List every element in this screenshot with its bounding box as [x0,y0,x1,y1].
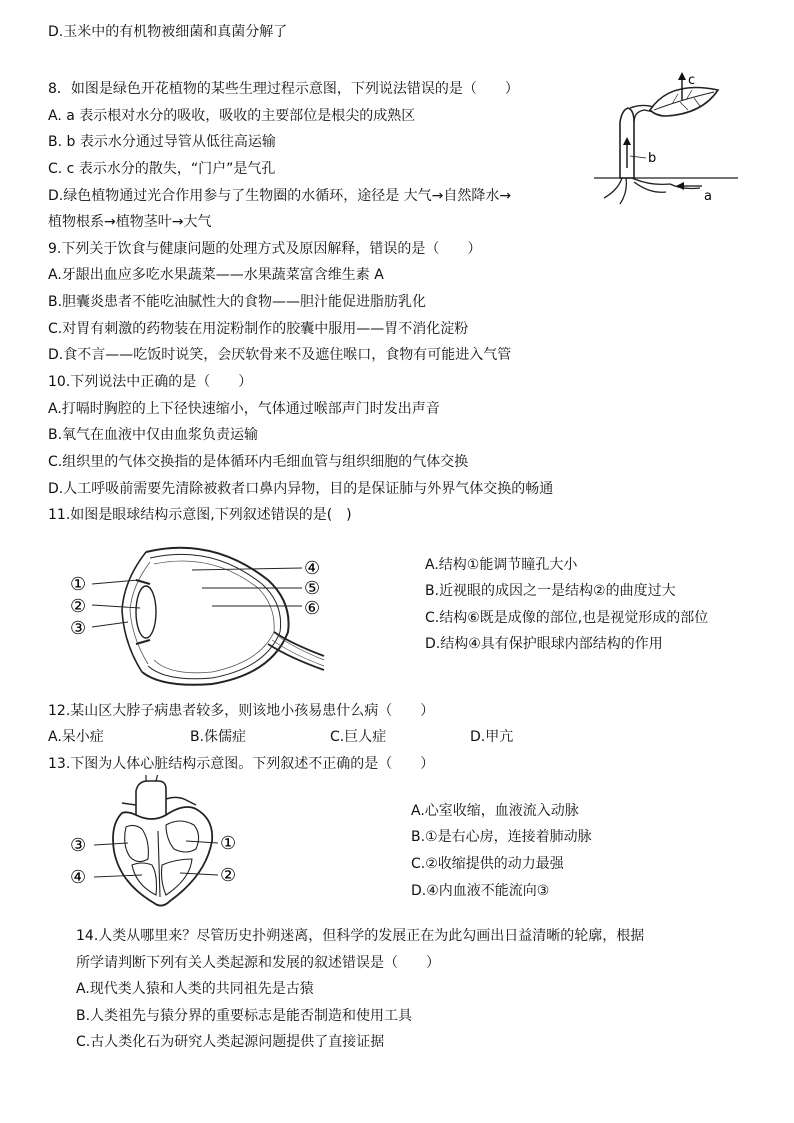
q12-option-b: B.侏儒症 [190,729,247,745]
q10-option-d: D.人工呼吸前需要先清除被救者口鼻内异物，目的是保证肺与外界气体交换的畅通 [48,481,554,497]
eye-label-3: ③ [70,618,87,639]
q12-option-a: A.呆小症 [48,729,104,745]
eye-label-5: ⑤ [304,578,321,599]
q10-option-a: A.打嗝时胸腔的上下径快速缩小，气体通过喉部声门时发出声音 [48,401,440,417]
q12-option-c: C.巨人症 [330,729,387,745]
q14-stem-cont: 所学请判断下列有关人类起源和发展的叙述错误是（ ） [76,955,440,971]
q11-option-d: D.结构④具有保护眼球内部结构的作用 [425,636,663,652]
q11-option-b: B.近视眼的成因之一是结构②的曲度过大 [425,583,676,599]
q14-stem: 14.人类从哪里来？尽管历史扑朔迷离，但科学的发展正在为此勾画出日益清晰的轮廓，根据 [76,928,645,944]
q14-option-c: C.古人类化石为研究人类起源问题提供了直接证据 [76,1034,385,1050]
q13-option-d: D.④内血液不能流向③ [411,883,550,899]
heart-label-3: ③ [70,835,87,856]
q8-option-d-cont: 植物根系→植物茎叶→大气 [48,214,212,230]
q13-option-b: B.①是右心房，连接着肺动脉 [411,829,592,845]
q10-option-b: B.氧气在血液中仅由血浆负责运输 [48,427,259,443]
q14-option-a: A.现代类人猿和人类的共同祖先是古猿 [76,981,314,997]
leaf [650,88,718,117]
q8-option-d: D.绿色植物通过光合作用参与了生物圈的水循环，途径是 大气→自然降水→ [48,188,512,204]
q9-option-d: D.食不言——吃饭时说笑，会厌软骨来不及遮住喉口，食物有可能进入气管 [48,347,512,363]
q11-option-c: C.结构⑥既是成像的部位,也是视觉形成的部位 [425,610,709,626]
plant-diagram [590,70,740,210]
q11-option-a: A.结构①能调节瞳孔大小 [425,557,578,573]
q13-option-a: A.心室收缩，血液流入动脉 [411,803,579,819]
label-b: b [648,151,657,166]
eye-label-1: ① [70,574,87,595]
q8-option-c: C. c 表示水分的散失，“门户”是气孔 [48,161,276,177]
heart-diagram [66,775,246,921]
q8-option-b: B. b 表示水分通过导管从低往高运输 [48,134,276,150]
q9-stem: 9.下列关于饮食与健康问题的处理方式及原因解释，错误的是（ ） [48,241,482,257]
q8-option-a: A. a 表示根对水分的吸收，吸收的主要部位是根尖的成熟区 [48,108,416,124]
q11-stem: 11.如图是眼球结构示意图,下列叙述错误的是( ) [48,507,352,523]
heart-label-1: ① [220,833,237,854]
label-c: c [688,73,696,88]
q13-stem: 13.下图为人体心脏结构示意图。下列叙述不正确的是（ ） [48,756,435,772]
q14-option-b: B.人类祖先与猿分界的重要标志是能否制造和使用工具 [76,1008,413,1024]
q13-option-c: C.②收缩提供的动力最强 [411,856,564,872]
heart-label-4: ④ [70,867,87,888]
q10-stem: 10.下列说法中正确的是（ ） [48,374,253,390]
heart-label-2: ② [220,865,237,886]
eyeball-diagram [62,540,334,690]
q7-option-d: D.玉米中的有机物被细菌和真菌分解了 [48,24,288,40]
eye-label-6: ⑥ [304,598,321,619]
eye-label-4: ④ [304,558,321,579]
q10-option-c: C.组织里的气体交换指的是体循环内毛细血管与组织细胞的气体交换 [48,454,469,470]
label-a: a [704,189,712,204]
q9-option-b: B.胆囊炎患者不能吃油腻性大的食物——胆汁能促进脂肪乳化 [48,294,427,310]
q12-stem: 12.某山区大脖子病患者较多，则该地小孩易患什么病（ ） [48,703,435,719]
q12-option-d: D.甲亢 [470,729,514,745]
eye-label-2: ② [70,596,87,617]
q9-option-c: C.对胃有刺激的药物装在用淀粉制作的胶囊中服用——胃不消化淀粉 [48,321,469,337]
q9-option-a: A.牙龈出血应多吃水果蔬菜——水果蔬菜富含维生素 A [48,267,384,283]
q8-stem: 8．如图是绿色开花植物的某些生理过程示意图，下列说法错误的是（ ） [48,81,519,97]
